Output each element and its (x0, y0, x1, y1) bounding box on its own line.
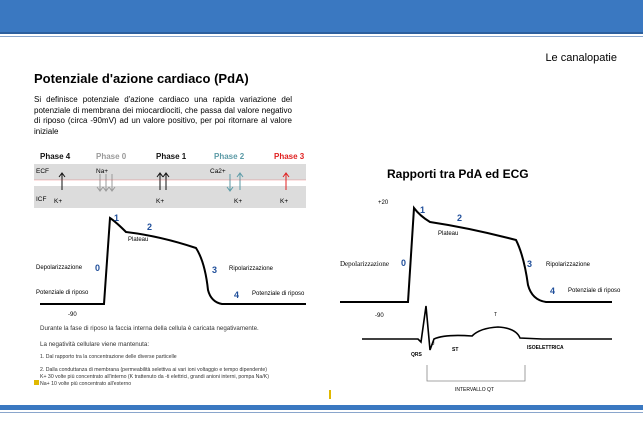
right-riposo-label: Potenziale di riposo (568, 288, 621, 294)
ecg-j-label: J (432, 341, 435, 347)
left-phase-num-2: 2 (147, 222, 153, 232)
icf-label: ICF (36, 196, 47, 203)
right-title: Rapporti tra PdA ed ECG (387, 167, 529, 181)
left-minus90-label: -90 (68, 312, 77, 318)
phase-label-4: Phase 4 (40, 152, 71, 161)
right-phase-num-0: 0 (401, 258, 407, 268)
right-phase-num-1: 1 (420, 205, 426, 215)
right-plateau-label: Plateau (438, 231, 459, 237)
yellow-bullet-icon (34, 380, 39, 385)
note-line-2: La negatività cellulare viene mantenuta: (40, 341, 150, 348)
left-phase-num-3: 3 (212, 265, 218, 275)
ion-k-phase3: K+ (280, 198, 289, 205)
ion-k-phase4: K+ (54, 198, 63, 205)
left-depol-label: Depolarizzazione (36, 265, 83, 271)
ecf-label: ECF (36, 168, 49, 175)
ion-k-phase1: K+ (156, 198, 165, 205)
phase-label-3: Phase 3 (274, 152, 305, 161)
ecg-t-label: T (494, 312, 498, 318)
ecg-st-label: ST (452, 347, 459, 353)
footer-divider (0, 412, 643, 413)
phase-label-2: Phase 2 (214, 152, 245, 161)
left-phase-num-4: 4 (234, 290, 240, 300)
text-cursor-icon (329, 390, 331, 399)
ion-na-phase0: Na+ (96, 168, 109, 175)
right-depol-label: Depolarizzazione (340, 260, 389, 268)
right-phase-num-3: 3 (527, 259, 533, 269)
note-line-1: Durante la fase di riposo la faccia interna della cellula è caricata negativamente. (40, 325, 259, 332)
right-minus90-label: -90 (375, 313, 384, 319)
left-phase-num-1: 1 (114, 213, 120, 223)
left-riposo-label-1: Potenziale di riposo (36, 290, 89, 296)
left-ripol-label: Ripolarizzazione (229, 266, 274, 272)
ion-k-phase2: K+ (234, 198, 243, 205)
right-phase-num-2: 2 (457, 213, 463, 223)
qt-bracket (427, 365, 525, 381)
note-line-4: 2. Dalla conduttanza di membrana (permeabilità selettiva ai vari ioni voltaggio e tempo dipendente) (40, 367, 267, 373)
phase-label-1: Phase 1 (156, 152, 187, 161)
bottom-banner (0, 405, 643, 410)
phase-label-0: Phase 0 (96, 152, 127, 161)
ecg-iso-label: ISOELETTRICA (527, 345, 564, 351)
ecg-qrs-label: QRS (411, 352, 422, 358)
slide-topic: Le canalopatie (545, 52, 617, 64)
left-riposo-label-2: Potenziale di riposo (252, 291, 305, 297)
qt-interval-label: INTERVALLO QT (455, 387, 494, 393)
right-phase-num-4: 4 (550, 286, 556, 296)
ecg-trace (362, 306, 612, 350)
left-title: Potenziale d'azione cardiaco (PdA) (34, 71, 249, 86)
left-phase-num-0: 0 (95, 263, 101, 273)
left-plateau-label: Plateau (128, 237, 149, 243)
note-line-5: K+ 30 volte più concentrato all'interno (K trattenuto da -ti elettrici, grandi anioni interni, pompa Na/K) (40, 374, 269, 380)
right-plus20-label: +20 (378, 200, 389, 206)
note-line-6: Na+ 10 volte più concentrato all'esterno (40, 381, 132, 387)
note-line-3: 1. Dal rapporto tra la concentrazione delle diverse particelle (40, 354, 177, 360)
ion-ca-phase2: Ca2+ (210, 168, 226, 175)
right-ripol-label: Ripolarizzazione (546, 262, 591, 268)
intro-text: Si definisce potenziale d'azione cardiaco una rapida variazione del potenziale di membrana dei miocardiociti, che passa dal valore negativo di riposo (circa -90mV) ad un valore positivo, per poi ritornare al valore iniziale (34, 95, 292, 136)
